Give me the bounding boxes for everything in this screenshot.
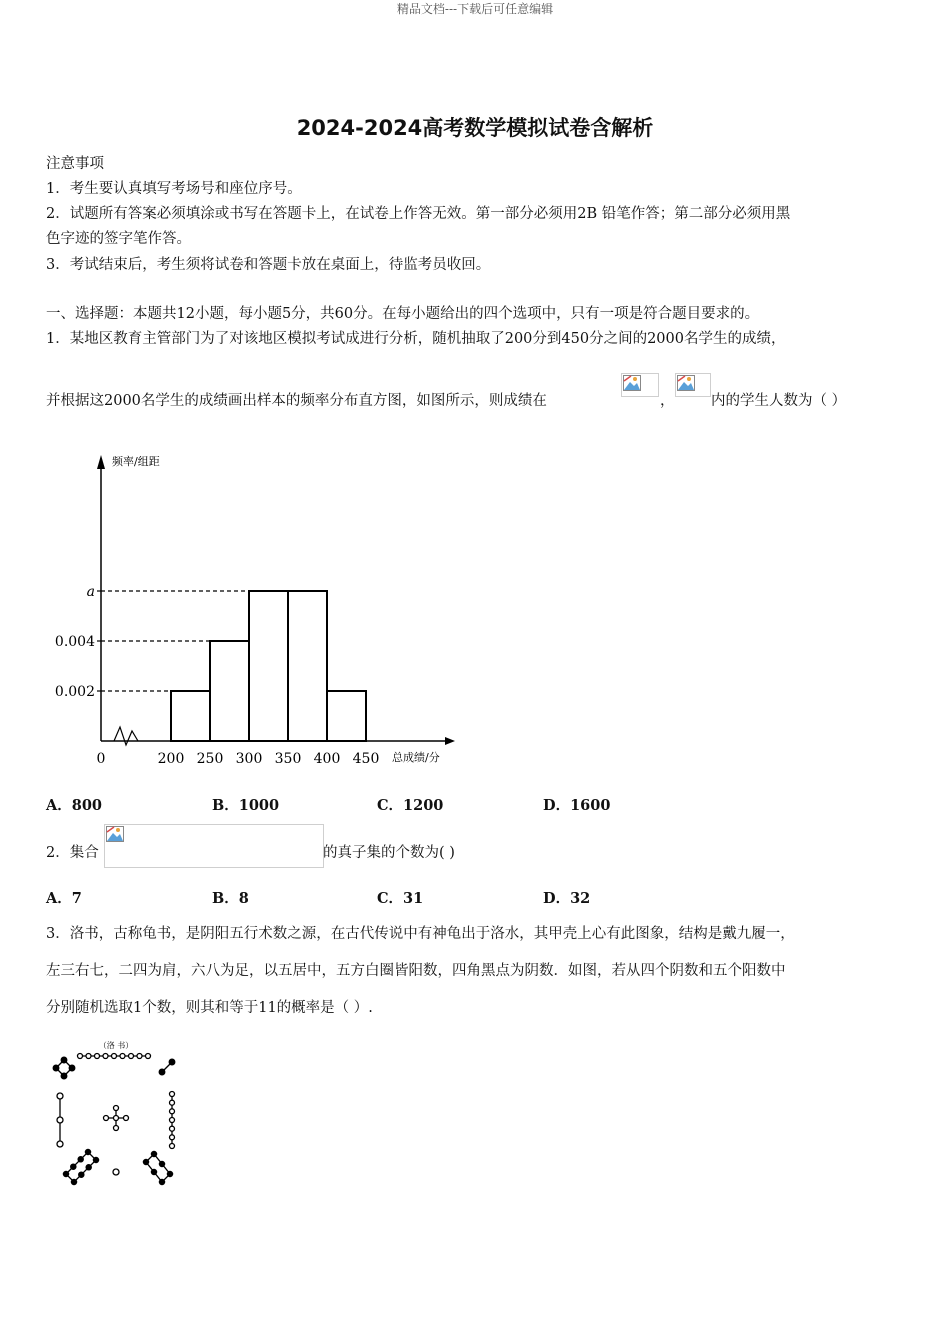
q1-line-1: 1．某地区教育主管部门为了对该地区模拟考试成进行分析，随机抽取了200分到450分之间的2000名学生的成绩，: [46, 331, 786, 347]
notice-heading: 注意事项: [46, 156, 104, 172]
origin-label: 0: [96, 751, 106, 767]
histogram-chart: [40, 445, 470, 775]
notice-item-3: 3．考试结束后，考生须将试卷和答题卡放在桌面上，待监考员收回。: [46, 257, 491, 273]
q1-comma: ，: [660, 393, 675, 409]
q1-line-2a: 并根据这2000名学生的成绩画出样本的频率分布直方图，如图所示，则成绩在: [46, 393, 547, 409]
y-tick-label: 0.004: [54, 634, 95, 650]
notice-item-1: 1．考生要认真填写考场号和座位序号。: [46, 181, 302, 197]
q3-line-1: 3．洛书，古称龟书，是阴阳五行术数之源，在古代传说中有神龟出于洛水，其甲壳上心有此图象，结构是戴九履一，: [46, 926, 795, 942]
interval-image-1: [621, 373, 659, 397]
histogram-bar: [171, 691, 210, 741]
image-placeholder-icon: [623, 375, 641, 391]
luoshu-figure: [46, 1038, 186, 1190]
axis-break: [114, 727, 138, 745]
x-tick-label: 300: [235, 751, 263, 767]
x-tick-label: 350: [274, 751, 302, 767]
q1-option-d: D．1600: [543, 797, 611, 814]
histogram-bar: [327, 691, 366, 741]
y-axis-arrow: [97, 455, 105, 469]
x-tick-label: 450: [352, 751, 380, 767]
x-tick-label: 250: [196, 751, 224, 767]
y-tick-label: 0.002: [54, 684, 95, 700]
image-placeholder-icon: [106, 826, 124, 842]
q2-option-a: A．7: [46, 890, 82, 907]
x-axis-arrow: [445, 737, 455, 745]
notice-item-2: 2．试题所有答案必须填涂或书写在答题卡上，在试卷上作答无效。第一部分必须用2B 铅笔作答；第二部分必须用黑: [46, 206, 791, 222]
section-heading: 一、选择题：本题共12小题，每小题5分，共60分。在每小题给出的四个选项中，只有一项是符合题目要求的。: [46, 306, 760, 322]
histogram-bar: [288, 591, 327, 741]
notice-item-2-cont: 色字迹的签字笔作答。: [46, 231, 191, 247]
histogram-bar: [249, 591, 288, 741]
q1-option-a: A．800: [46, 797, 103, 814]
q3-line-3: 分别随机选取1个数，则其和等于11的概率是（ ）.: [46, 1000, 373, 1016]
y-tick-label: a: [86, 584, 95, 600]
x-axis-label: 总成绩/分: [392, 751, 440, 764]
page-header: 精品文档---下载后可任意编辑: [396, 2, 554, 16]
q2-option-d: D．32: [543, 890, 591, 907]
set-image: [104, 824, 324, 868]
page-title: 2024-2024高考数学模拟试卷含解析: [296, 116, 654, 140]
luoshu-label: （洛 书）: [98, 1041, 134, 1050]
x-tick-label: 200: [157, 751, 185, 767]
q2-suffix: 的真子集的个数为( ): [323, 845, 455, 861]
y-axis-label: 频率/组距: [112, 455, 160, 468]
q1-line-2b: 内的学生人数为（ ）: [711, 393, 847, 409]
q3-line-2: 左三右七，二四为肩，六八为足，以五居中，五方白圈皆阳数，四角黑点为阴数．如图，若从四个阴数和五个阳数中: [46, 963, 786, 979]
histogram-bar: [210, 641, 249, 741]
q2-prefix: 2．集合: [46, 845, 99, 861]
q1-option-c: C．1200: [377, 797, 444, 814]
x-tick-label: 400: [313, 751, 341, 767]
image-placeholder-icon: [677, 375, 695, 391]
q1-option-b: B．1000: [212, 797, 280, 814]
interval-image-2: [675, 373, 711, 397]
q2-option-b: B．8: [212, 890, 249, 907]
q2-option-c: C．31: [377, 890, 424, 907]
